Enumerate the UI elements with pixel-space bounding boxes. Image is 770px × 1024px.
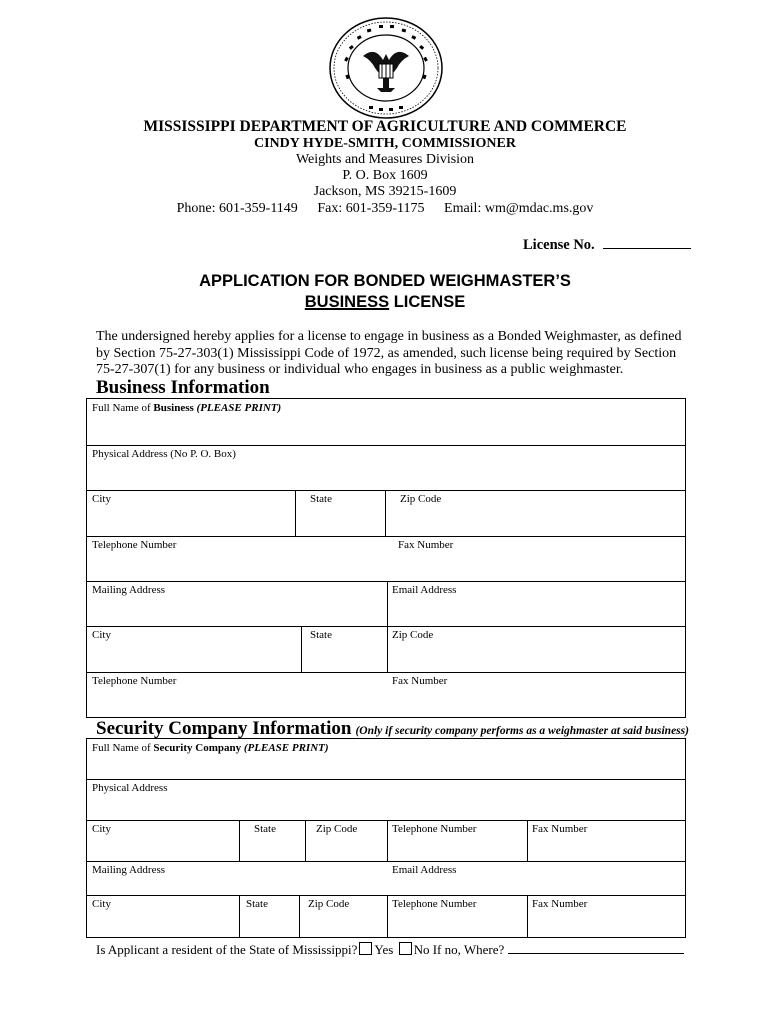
- intro-paragraph: The undersigned hereby applies for a license to engage in business as a Bonded Weighmaster, as defined by Section 75-27-303(1) Mississippi Code of 1972, as amended, such license being required by Section 75-27-307(1) for any business or individual who engages in business as a public weighmaster.: [96, 329, 682, 377]
- business-fax-field[interactable]: [393, 536, 685, 581]
- business-city-field[interactable]: [87, 490, 295, 536]
- zip-label: Zip Code: [392, 629, 434, 641]
- full-name-prefix: Full Name of: [92, 402, 154, 414]
- fax-label: Fax Number: [392, 675, 448, 687]
- license-label: License No.: [523, 237, 595, 253]
- fax-label: Fax Number: [532, 898, 588, 910]
- city-line: Jackson, MS 39215-1609: [313, 184, 457, 199]
- full-name-note: (PLEASE PRINT): [193, 402, 282, 414]
- fax-label: Fax Number: [532, 823, 588, 835]
- form-title-line1: APPLICATION FOR BONDED WEIGHMASTER’S: [199, 272, 571, 290]
- telephone-label: Telephone Number: [392, 823, 477, 835]
- security-email-field[interactable]: [387, 861, 685, 895]
- security-info-table: [86, 738, 686, 938]
- city-label: City: [92, 823, 111, 835]
- form-title-line2: [0, 293, 770, 312]
- title-underlined-word: BUSINESS: [304, 293, 390, 311]
- license-number: [523, 236, 691, 254]
- full-name-bold: Business: [153, 402, 194, 414]
- security-mailing-telephone-field[interactable]: [387, 895, 527, 937]
- business-state-field[interactable]: [305, 490, 385, 536]
- division-name: Weights and Measures Division: [295, 152, 475, 167]
- yes-checkbox[interactable]: [359, 942, 372, 955]
- full-name-bold: Security Company: [153, 742, 242, 754]
- mailing-address-label: Mailing Address: [92, 864, 166, 876]
- business-telephone-field[interactable]: [87, 536, 387, 581]
- zip-label: Zip Code: [400, 493, 442, 505]
- email-label: Email Address: [392, 584, 457, 596]
- telephone-label: Telephone Number: [92, 675, 177, 687]
- business-info-heading: Business Information: [96, 377, 270, 398]
- security-physical-address-field[interactable]: [87, 779, 685, 820]
- email-label: Email Address: [392, 864, 457, 876]
- email-text: Email: wm@mdac.ms.gov: [444, 201, 594, 216]
- state-seal-logo: [327, 16, 445, 120]
- state-label: State: [254, 823, 276, 835]
- security-zip-field[interactable]: [311, 820, 387, 861]
- physical-address-label: Physical Address (No P. O. Box): [92, 448, 236, 460]
- security-telephone-field[interactable]: [387, 820, 527, 861]
- business-physical-address-field[interactable]: [87, 445, 685, 490]
- business-info-table: [86, 398, 686, 718]
- mailing-fax-field[interactable]: [387, 672, 685, 717]
- security-mailing-city-field[interactable]: [87, 895, 239, 937]
- resident-question-text: Is Applicant a resident of the State of Mississippi?: [96, 942, 358, 957]
- security-mailing-zip-field[interactable]: [303, 895, 387, 937]
- state-label: State: [246, 898, 268, 910]
- yes-label: Yes: [374, 942, 394, 957]
- mailing-city-field[interactable]: [87, 626, 301, 672]
- security-mailing-address-field[interactable]: [87, 861, 387, 895]
- security-full-name-field[interactable]: [87, 739, 685, 779]
- security-info-heading: [96, 718, 689, 740]
- city-label: City: [92, 629, 111, 641]
- security-heading-note: (Only if security company performs as a weighmaster at said business): [355, 725, 689, 737]
- no-label: No: [413, 942, 430, 957]
- resident-question: [96, 942, 684, 958]
- security-fax-field[interactable]: [527, 820, 685, 861]
- mailing-telephone-field[interactable]: [87, 672, 387, 717]
- department-name: MISSISSIPPI DEPARTMENT OF AGRICULTURE AND COMMERCE: [143, 118, 627, 135]
- business-zip-field[interactable]: [395, 490, 685, 536]
- zip-label: Zip Code: [308, 898, 350, 910]
- where-field[interactable]: [508, 942, 684, 954]
- security-city-field[interactable]: [87, 820, 239, 861]
- state-label: State: [310, 629, 332, 641]
- physical-address-label: Physical Address: [92, 782, 168, 794]
- contact-line: [0, 201, 770, 217]
- city-label: City: [92, 898, 111, 910]
- telephone-label: Telephone Number: [392, 898, 477, 910]
- mailing-state-field[interactable]: [305, 626, 387, 672]
- where-label: If no, Where?: [432, 942, 505, 957]
- no-checkbox[interactable]: [399, 942, 412, 955]
- security-mailing-fax-field[interactable]: [527, 895, 685, 937]
- zip-label: Zip Code: [316, 823, 358, 835]
- full-name-prefix: Full Name of: [92, 742, 154, 754]
- business-mailing-address-field[interactable]: [87, 581, 387, 626]
- security-heading-text: Security Company Information: [96, 718, 352, 739]
- phone-text: Phone: 601-359-1149: [176, 201, 298, 216]
- fax-text: Fax: 601-359-1175: [317, 201, 425, 216]
- business-full-name-field[interactable]: [87, 399, 685, 445]
- security-state-field[interactable]: [249, 820, 309, 861]
- commissioner-name: CINDY HYDE-SMITH, COMMISSIONER: [253, 136, 516, 151]
- mailing-address-label: Mailing Address: [92, 584, 166, 596]
- telephone-label: Telephone Number: [92, 539, 177, 551]
- business-email-field[interactable]: [387, 581, 685, 626]
- fax-label: Fax Number: [398, 539, 454, 551]
- full-name-note: (PLEASE PRINT): [241, 742, 329, 754]
- state-label: State: [310, 493, 332, 505]
- title-rest: LICENSE: [389, 293, 466, 311]
- security-mailing-state-field[interactable]: [241, 895, 299, 937]
- city-label: City: [92, 493, 111, 505]
- license-number-field[interactable]: [603, 236, 691, 249]
- mailing-zip-field[interactable]: [387, 626, 685, 672]
- po-box: P. O. Box 1609: [342, 168, 428, 183]
